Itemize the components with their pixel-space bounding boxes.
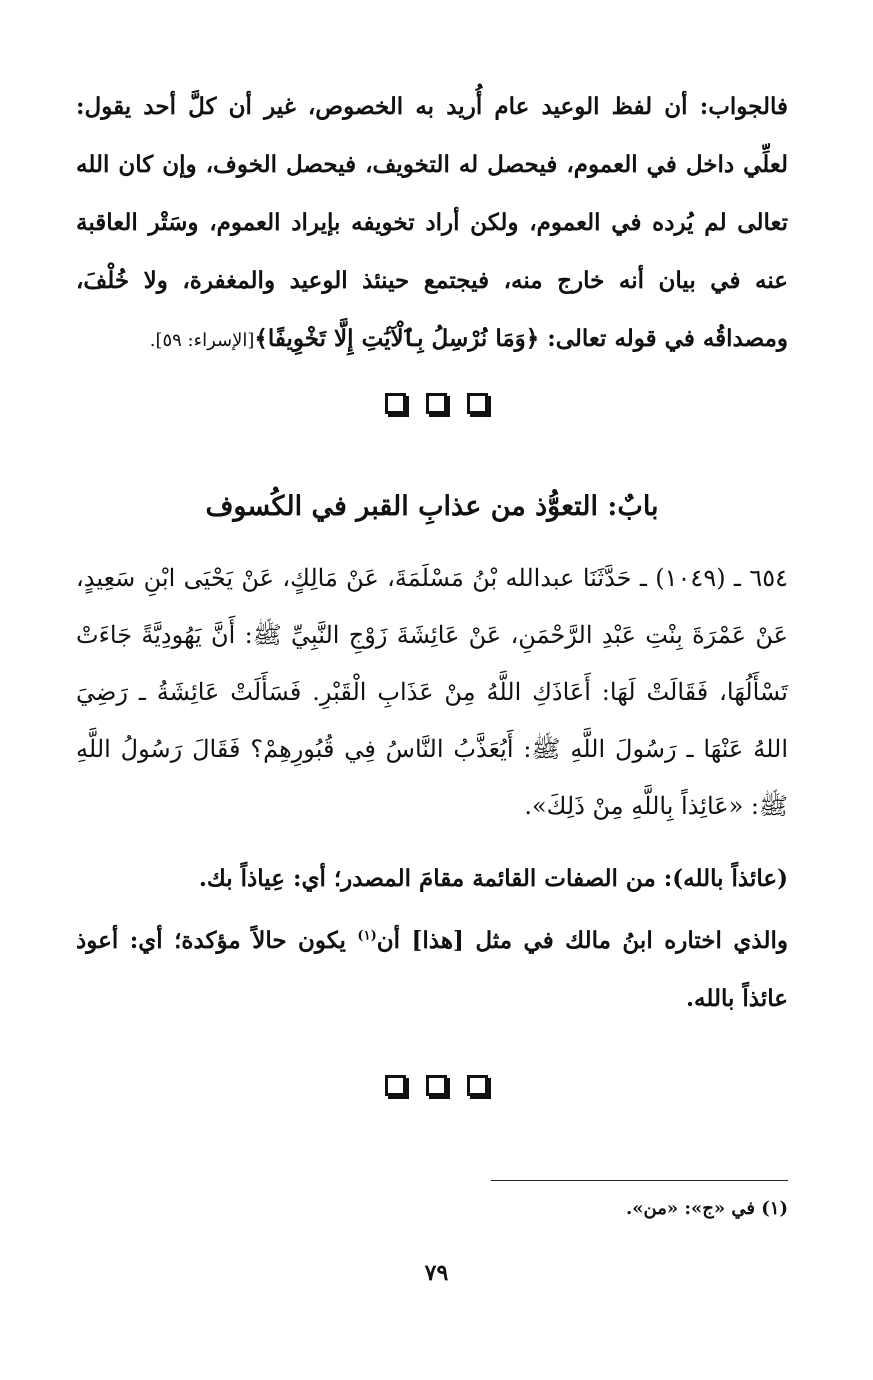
footnote-marker: (١) <box>357 928 377 944</box>
footnote-separator <box>491 1180 788 1181</box>
square-ornament-icon <box>426 1075 447 1096</box>
intro-text: فالجواب: أن لفظ الوعيد عام أُريد به الخصوص، غير أن كلَّ أحد يقول: لعلِّي داخل في العموم، فيحصل له التخويف، فيحصل الخوف، وإن كان الله تعالى لم يُرده في العموم، ولكن أراد تخويفه بإيراد العموم، وسَتْر العاقبة عنه في بيان أنه خارج منه، فيجتمع حينئذ الوعيد والمغفرة، ولا خُلْفَ، ومصداقُه في قوله تعالى: ﴿وَمَا نُرْسِلُ بِٱلْآيَٰتِ إِلَّا تَخْوِيفًا﴾ <box>76 93 788 352</box>
hadith-text: ٦٥٤ ـ (١٠٤٩) ـ حَدَّثَنَا عبدالله بْنُ مَسْلَمَةَ، عَنْ مَالِكٍ، عَنْ يَحْيَى ابْنِ سَعِيدٍ، عَنْ عَمْرَةَ بِنْتِ عَبْدِ الرَّحْمَنِ، عَنْ عَائِشَةَ زَوْجِ النَّبِيِّ ﷺ: أَنَّ يَهُودِيَّةً جَاءَتْ تَسْأَلُهَا، فَقَالَتْ لَهَا: أَعَاذَكِ اللَّهُ مِنْ عَذَابِ الْقَبْرِ. فَسَأَلَتْ عَائِشَةُ ـ رَضِيَ اللهُ عَنْهَا ـ رَسُولَ اللَّهِ ﷺ: أَيُعَذَّبُ النَّاسُ فِي قُبُورِهِمْ؟ فَقَالَ رَسُولُ اللَّهِ ﷺ: «عَائِذاً بِاللَّهِ مِنْ ذَلِكَ». <box>76 564 789 820</box>
end-divider-ornament <box>0 1075 873 1096</box>
section-divider-ornament <box>0 393 873 414</box>
commentary-text-after: يكون حالاً مؤكدة؛ أي: أعوذ عائذاً بالله. <box>76 927 788 1012</box>
square-ornament-icon <box>467 1075 488 1096</box>
commentary-paragraph-1: (عائذاً بالله): من الصفات القائمة مقامَ المصدر؛ أي: عِياذاً بك. <box>198 865 788 892</box>
square-ornament-icon <box>385 1075 406 1096</box>
commentary-paragraph-2 <box>76 912 788 1028</box>
square-ornament-icon <box>426 393 447 414</box>
quran-reference: [الإسراء: ٥٩]. <box>149 330 255 351</box>
square-ornament-icon <box>385 393 406 414</box>
chapter-title: بابٌ: التعوُّذ من عذابِ القبر في الكُسوف <box>205 491 659 522</box>
commentary-text-before: والذي اختاره ابنُ مالك في مثل [هذا] أن <box>376 927 788 954</box>
intro-paragraph <box>76 78 788 370</box>
page-number: ٧٩ <box>424 1260 449 1286</box>
square-ornament-icon <box>467 393 488 414</box>
footnote: (١) في «ج»: «من». <box>625 1198 788 1219</box>
